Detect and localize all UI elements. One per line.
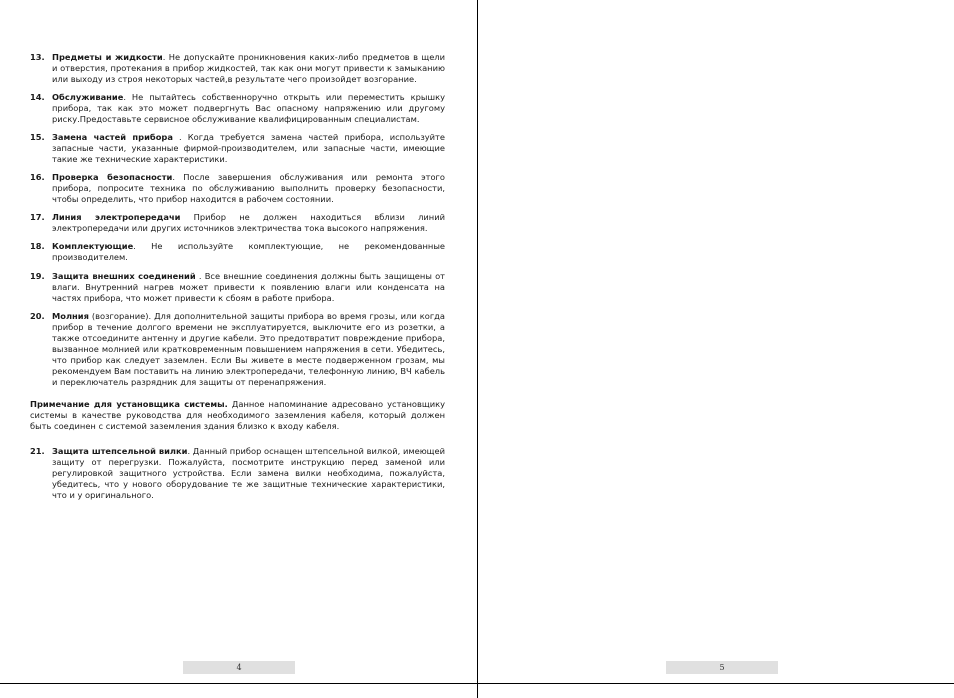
clause-text	[52, 52, 445, 85]
clause-text	[52, 241, 445, 263]
list-item	[30, 92, 445, 125]
clause-body: (возгорание). Для дополнительной защиты прибора во время грозы, или когда прибор в течение долгого времени не эксплуатируется, выключите его из розетки, а также отсоедините антенну и другие кабели. Это предотвратит повреждение прибора, вызванное молнией или кратковременным повышением напряжения в сети. Убедитесь, что прибор как следует заземлен. Если Вы живете в месте подверженном грозам, мы рекомендуем Вам поставить на линию электропередачи, телефонную линию, ВЧ кабель и переключатель разрядник для защиты от перенапряжения.	[52, 310, 445, 387]
clause-text	[52, 271, 445, 304]
clause-title: Линия электропередачи	[52, 212, 181, 223]
footer-rule	[0, 683, 477, 684]
clause-title: Замена частей прибора	[52, 132, 173, 143]
installer-note-body: Данное напоминание адресовано установщику системы в качестве руководства для необходимого заземления кабеля, который должен быть соединен с системой заземления здания близко к входу кабеля.	[30, 398, 446, 431]
clause-title: Обслуживание	[52, 92, 124, 103]
clause-text	[52, 172, 445, 205]
clause-text	[52, 446, 445, 501]
installer-note	[30, 399, 445, 432]
clause-text	[52, 132, 445, 165]
list-item	[30, 446, 445, 501]
clause-body: . Когда требуется замена частей прибора, используйте запасные части, указанные фирмой-производителем, или запасные части, имеющие такие же технические характеристики.	[52, 132, 445, 165]
clause-text	[52, 212, 445, 234]
clause-text	[52, 311, 445, 388]
clause-title: Молния	[52, 310, 89, 321]
clause-body: . Все внешние соединения должны быть защищены от влаги. Внутренний нагрев может привести к появлению влаги или конденсата на частях прибора, что может привести к сбоям в работе прибора.	[52, 270, 446, 303]
clause-title: Защита внешних соединений	[52, 270, 196, 281]
clause-title: Проверка безопасности	[52, 172, 173, 183]
clause-body: Прибор не должен находиться вблизи линий электропередачи или других источников электричества тока высокого напряжения.	[52, 212, 445, 234]
clause-number: 19.	[30, 270, 45, 281]
safety-instructions-list	[30, 52, 445, 508]
page-number-left: 4	[183, 661, 295, 674]
list-item	[30, 52, 445, 85]
page-right	[477, 0, 954, 698]
clause-number: 17.	[30, 212, 45, 223]
clause-number: 15.	[30, 132, 45, 143]
clause-body: . Не допускайте проникновения каких-либо предметов в щели и отверстия, протекания в прибор жидкостей, так как они могут привести к замыканию или выходу из строя некоторых частей,в результате чего произойдет возгорание.	[52, 52, 446, 85]
page-number-right: 5	[666, 661, 778, 674]
clause-title: Предметы и жидкости	[52, 52, 163, 62]
clause-title: Комплектующие	[52, 241, 134, 252]
list-item	[30, 172, 445, 205]
clause-body: . Не пытайтесь собственноручно открыть или переместить крышку прибора, так как это может подвергнуть Вас опасному напряжению или другому риску.Предоставьте сервисное обслуживание квалифицированным специалистам.	[52, 92, 445, 125]
installer-note-title: Примечание для установщика системы.	[30, 398, 228, 409]
clause-body: . Не используйте комплектующие, не рекомендованные производителем.	[52, 241, 445, 263]
list-item	[30, 311, 445, 388]
clause-body: . Данный прибор оснащен штепсельной вилкой, имеющей защиту от перегрузки. Пожалуйста, посмотрите инструкцию перед заменой или регулировкой защитного устройства. Если замена вилки необходима, пожалуйста, убедитесь, что у нового оборудование те же защитные технические характеристики, что и у оригинального.	[52, 445, 445, 501]
list-item	[30, 241, 445, 263]
list-item	[30, 271, 445, 304]
list-item	[30, 132, 445, 165]
clause-number: 13.	[30, 52, 45, 62]
clause-title: Защита штепсельной вилки	[52, 445, 188, 456]
clause-number: 21.	[30, 445, 45, 456]
clause-number: 18.	[30, 241, 45, 252]
clause-number: 20.	[30, 310, 45, 321]
clause-body: . После завершения обслуживания или ремонта этого прибора, попросите техника по обслуживанию выполнить проверку безопасности, чтобы определить, что прибор находится в рабочем состоянии.	[52, 172, 445, 205]
footer-rule	[478, 683, 954, 684]
list-item	[30, 212, 445, 234]
clause-number: 16.	[30, 172, 45, 183]
clause-number: 14.	[30, 92, 45, 103]
clause-text	[52, 92, 445, 125]
